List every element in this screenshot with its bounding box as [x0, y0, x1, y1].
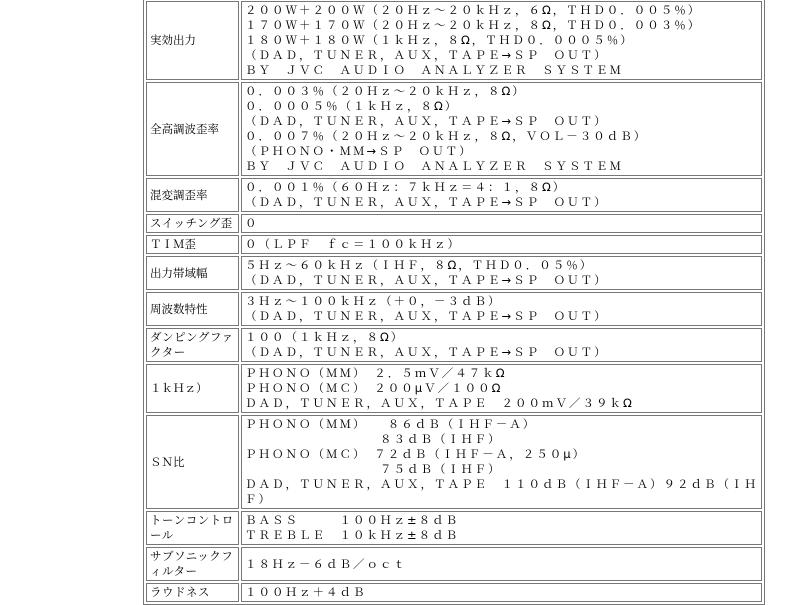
spec-row	[146, 511, 762, 545]
spec-value-line: ０	[245, 216, 259, 230]
spec-value-line: （ＤＡＤ，ＴＵＮＥＲ，ＡＵＸ，ＴＡＰＥ→ＳＰ ＯＵＴ）	[245, 195, 608, 209]
spec-value-line: ７５ｄＢ（ＩＨＦ）	[245, 462, 502, 476]
spec-value-line: ＰＨＯＮＯ（ＭＭ） ８６ｄＢ（ＩＨＦ－Ａ）	[245, 417, 537, 431]
spec-label: 全高調波歪率	[146, 82, 239, 176]
spec-value-line: １００（１ｋＨｚ，８Ω）	[245, 330, 405, 344]
spec-value-line: ＢＹ ＪＶＣ ＡＵＤＩＯ ＡＮＡＬＹＺＥＲ ＳＹＳＴＥＭ	[245, 159, 623, 173]
spec-value-line: ０（ＬＰＦ ｆｃ＝１００ｋＨｚ）	[245, 237, 461, 251]
spec-row	[146, 547, 762, 581]
spec-value	[241, 235, 762, 254]
spec-value-line: ２００Ｗ＋２００Ｗ（２０Ｈｚ～２０ｋＨｚ，６Ω，ＴＨＤ０．００５％）	[245, 3, 702, 17]
spec-label: ＳＮ比	[146, 415, 239, 509]
spec-value-line: ＰＨＯＮＯ（ＭＣ） ７２ｄＢ（ＩＨＦ－Ａ，２５０μ）	[245, 447, 587, 461]
spec-row	[146, 328, 762, 362]
spec-value	[241, 256, 762, 290]
spec-value-line: （ＤＡＤ，ＴＵＮＥＲ，ＡＵＸ，ＴＡＰＥ→ＳＰ ＯＵＴ）	[245, 114, 608, 128]
spec-value-line: （ＤＡＤ，ＴＵＮＥＲ，ＡＵＸ，ＴＡＰＥ→ＳＰ ＯＵＴ）	[245, 273, 608, 287]
spec-value-line: １７０Ｗ＋１７０Ｗ（２０Ｈｚ～２０ｋＨｚ，８Ω，ＴＨＤ０．００３％）	[245, 18, 702, 32]
spec-value-line: （ＤＡＤ，ＴＵＮＥＲ，ＡＵＸ，ＴＡＰＥ→ＳＰ ＯＵＴ）	[245, 48, 608, 62]
spec-value-line: ０．００７％（２０Ｈｚ～２０ｋＨｚ，８Ω，ＶＯＬ－３０ｄＢ）	[245, 129, 648, 143]
spec-table-body	[146, 1, 762, 602]
spec-value-line: ＢＡＳＳ １００Ｈｚ±８ｄＢ	[245, 513, 460, 527]
spec-value-line: （ＰＨＯＮＯ・ＭＭ→ＳＰ ＯＵＴ）	[245, 144, 473, 158]
spec-label: スイッチング歪	[146, 214, 239, 233]
spec-label: 出力帯域幅	[146, 256, 239, 290]
spec-value-line: ０．００３％（２０Ｈｚ～２０ｋＨｚ，８Ω）	[245, 84, 526, 98]
spec-value-line: ３Ｈｚ～１００ｋＨｚ（＋０，－３ｄＢ）	[245, 294, 502, 308]
spec-label: サブソニックフィルター	[146, 547, 239, 581]
spec-row	[146, 583, 762, 602]
spec-value	[241, 583, 762, 602]
spec-value	[241, 511, 762, 545]
spec-value-line: １８Ｈｚ－６ｄＢ／ｏｃｔ	[245, 556, 407, 571]
spec-value-line: ＰＨＯＮＯ（ＭＣ） ２００μＶ／１００Ω	[245, 381, 503, 395]
spec-label: ＴＩＭ歪	[146, 235, 239, 254]
spec-value-line: ＴＲＥＢＬＥ １０ｋＨｚ±８ｄＢ	[245, 528, 460, 542]
spec-label: ラウドネス	[146, 583, 239, 602]
spec-value	[241, 82, 762, 176]
spec-row	[146, 256, 762, 290]
spec-value-line: ＤＡＤ，ＴＵＮＥＲ，ＡＵＸ，ＴＡＰＥ １１０ｄＢ（ＩＨＦ－Ａ）９２ｄＢ（ＩＨ	[245, 477, 758, 491]
spec-value	[241, 214, 762, 233]
spec-value	[241, 364, 762, 413]
spec-value-line: ５Ｈｚ～６０ｋＨｚ（ＩＨＦ，８Ω，ＴＨＤ０．０５％）	[245, 258, 594, 272]
spec-value	[241, 328, 762, 362]
spec-label: トーンコントロール	[146, 511, 239, 545]
spec-value-line: ＰＨＯＮＯ（ＭＭ） ２．５ｍＶ／４７ｋΩ	[245, 366, 507, 380]
spec-value-line: （ＤＡＤ，ＴＵＮＥＲ，ＡＵＸ，ＴＡＰＥ→ＳＰ ＯＵＴ）	[245, 309, 608, 323]
spec-value-line: Ｆ）	[245, 492, 272, 506]
spec-value	[241, 1, 762, 80]
spec-value-line: ＤＡＤ，ＴＵＮＥＲ，ＡＵＸ，ＴＡＰＥ ２００ｍＶ／３９ｋΩ	[245, 396, 634, 410]
spec-label: ダンピングファクター	[146, 328, 239, 362]
spec-value-line: ０．０００５％（１ｋＨｚ，８Ω）	[245, 99, 459, 113]
spec-label: 実効出力	[146, 1, 239, 80]
spec-row	[146, 1, 762, 80]
spec-value	[241, 415, 762, 509]
spec-value	[241, 178, 762, 212]
spec-row	[146, 214, 762, 233]
spec-value-line: １８０Ｗ＋１８０Ｗ（１ｋＨｚ，８Ω，ＴＨＤ０．０００５％）	[245, 33, 634, 47]
spec-label: 混変調歪率	[146, 178, 239, 212]
spec-row	[146, 235, 762, 254]
spec-value-line: １００Ｈｚ＋４ｄＢ	[245, 585, 367, 599]
spec-label: 周波数特性	[146, 292, 239, 326]
spec-value	[241, 547, 762, 581]
spec-value-line: ８３ｄＢ（ＩＨＦ）	[245, 432, 502, 446]
spec-row	[146, 364, 762, 413]
spec-value-line: ０．００１％（６０Ｈｚ：７ｋＨｚ＝４：１，８Ω）	[245, 180, 567, 194]
spec-row	[146, 82, 762, 176]
spec-row	[146, 292, 762, 326]
spec-value-line: ＢＹ ＪＶＣ ＡＵＤＩＯ ＡＮＡＬＹＺＥＲ ＳＹＳＴＥＭ	[245, 63, 623, 77]
spec-table	[143, 0, 765, 605]
spec-value	[241, 292, 762, 326]
spec-row	[146, 178, 762, 212]
spec-row	[146, 415, 762, 509]
spec-value-line: （ＤＡＤ，ＴＵＮＥＲ，ＡＵＸ，ＴＡＰＥ→ＳＰ ＯＵＴ）	[245, 345, 608, 359]
spec-label: １ｋＨｚ）	[146, 364, 239, 413]
